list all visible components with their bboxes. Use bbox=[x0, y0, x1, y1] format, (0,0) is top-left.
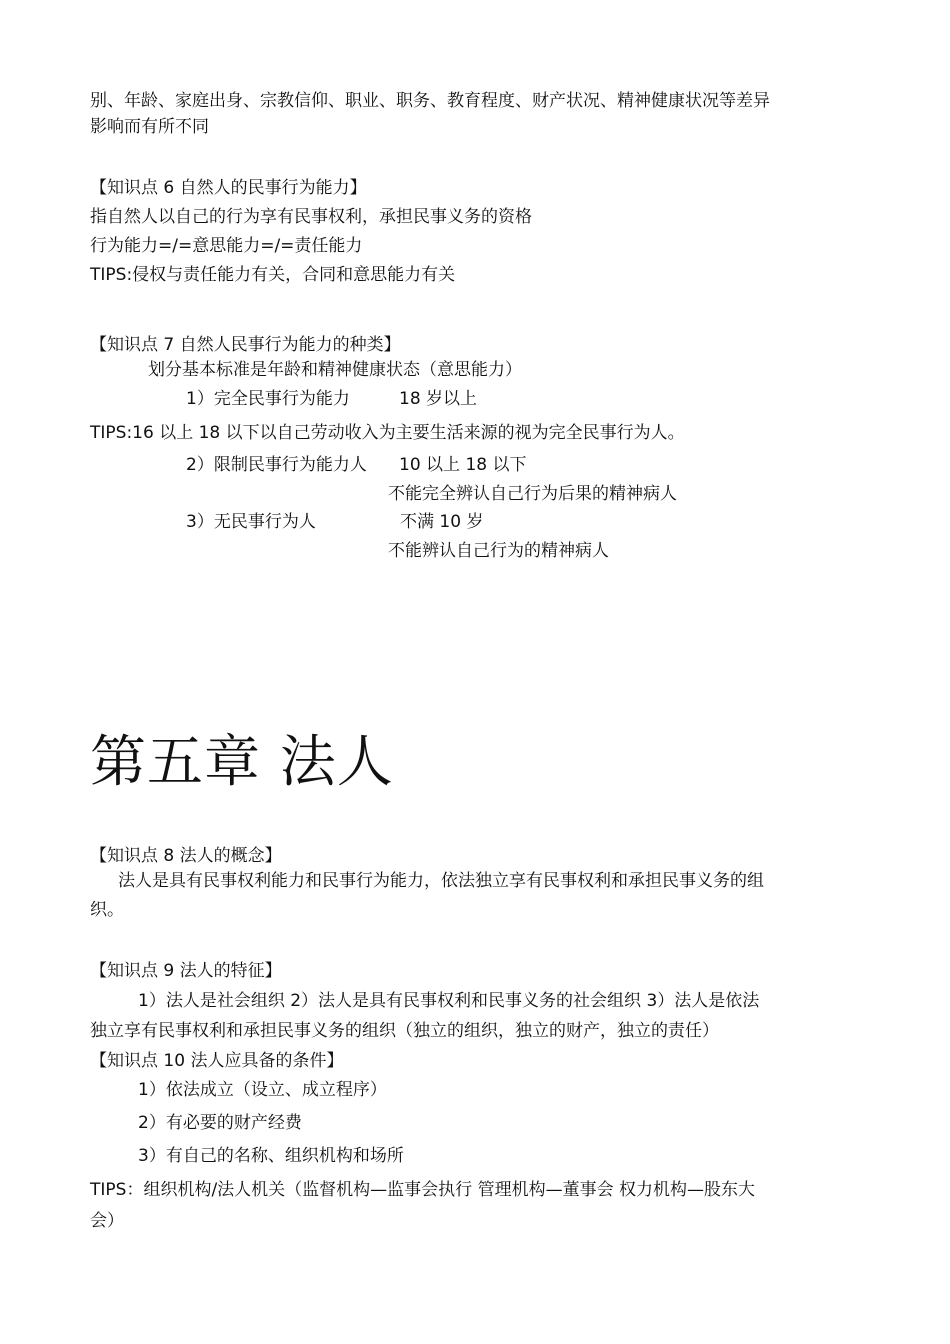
tips-line: 会） bbox=[90, 1211, 124, 1231]
list-item: 2）有必要的财产经费 bbox=[138, 1113, 302, 1133]
section-heading: 【知识点 9 法人的特征】 bbox=[90, 961, 282, 981]
tips-line: TIPS:侵权与责任能力有关，合同和意思能力有关 bbox=[90, 265, 456, 285]
paragraph-line: 指自然人以自己的行为享有民事权利，承担民事义务的资格 bbox=[90, 207, 532, 227]
paragraph-line: 法人是具有民事权利能力和民事行为能力，依法独立享有民事权利和承担民事义务的组 bbox=[118, 871, 764, 891]
section-heading: 【知识点 8 法人的概念】 bbox=[90, 846, 282, 866]
list-item-label: 2）限制民事行为能力人 bbox=[186, 455, 367, 475]
list-item-value: 不满 10 岁 bbox=[400, 512, 484, 532]
list-item-value: 18 岁以上 bbox=[399, 389, 478, 409]
paragraph-line: 影响而有所不同 bbox=[90, 117, 209, 137]
paragraph-line: 别、年龄、家庭出身、宗教信仰、职业、职务、教育程度、财产状况、精神健康状况等差异 bbox=[90, 91, 770, 111]
section-heading: 【知识点 10 法人应具备的条件】 bbox=[90, 1051, 344, 1071]
list-item-label: 3）无民事行为人 bbox=[186, 512, 316, 532]
section-heading: 【知识点 6 自然人的民事行为能力】 bbox=[90, 178, 367, 198]
list-item: 3）有自己的名称、组织机构和场所 bbox=[138, 1146, 404, 1166]
paragraph-line: 织。 bbox=[90, 900, 124, 920]
list-item-value: 不能辨认自己行为的精神病人 bbox=[388, 541, 609, 561]
chapter-title: 第五章 法人 bbox=[90, 730, 394, 795]
list-item-value: 不能完全辨认自己行为后果的精神病人 bbox=[388, 484, 677, 504]
paragraph-line: 独立享有民事权利和承担民事义务的组织（独立的组织，独立的财产，独立的责任） bbox=[90, 1021, 719, 1041]
paragraph-line: 行为能力=/=意思能力=/=责任能力 bbox=[90, 236, 363, 256]
paragraph-line: 划分基本标准是年龄和精神健康状态（意思能力） bbox=[148, 360, 522, 380]
list-item-label: 1）完全民事行为能力 bbox=[186, 389, 350, 409]
paragraph-line: 1）法人是社会组织 2）法人是具有民事权利和民事义务的社会组织 3）法人是依法 bbox=[138, 991, 760, 1011]
list-item: 1）依法成立（设立、成立程序） bbox=[138, 1080, 387, 1100]
tips-line: TIPS：组织机构/法人机关（监督机构—监事会执行 管理机构—董事会 权力机构—股东大 bbox=[90, 1180, 755, 1200]
section-heading: 【知识点 7 自然人民事行为能力的种类】 bbox=[90, 335, 401, 355]
tips-line: TIPS:16 以上 18 以下以自己劳动收入为主要生活来源的视为完全民事行为人。 bbox=[90, 423, 685, 443]
list-item-value: 10 以上 18 以下 bbox=[399, 455, 527, 475]
